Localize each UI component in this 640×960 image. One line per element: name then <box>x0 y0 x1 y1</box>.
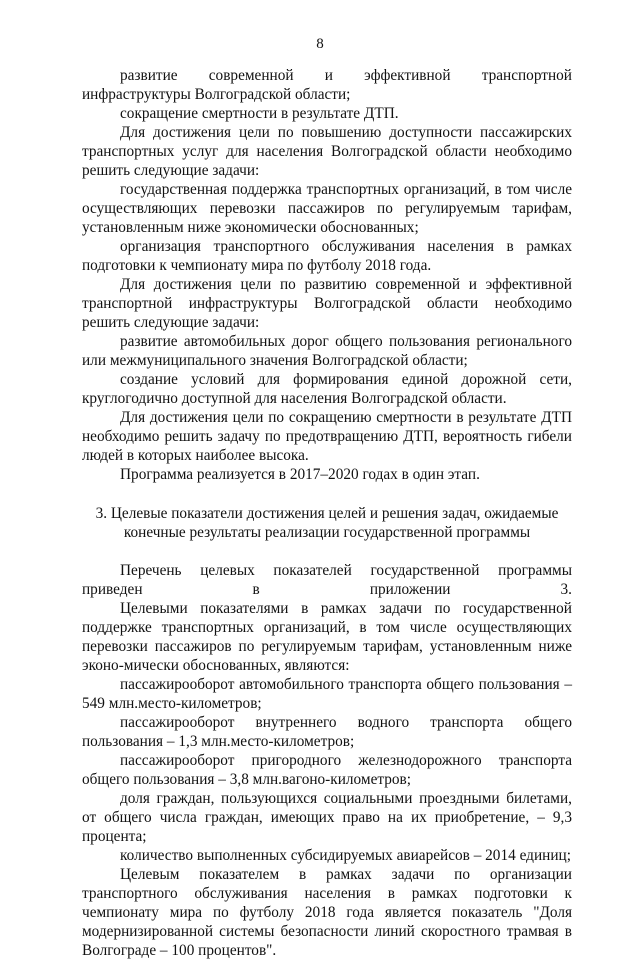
paragraph: государственная поддержка транспортных организаций, в том числе осуществляющих перевозки пассажиров по регулируемым тарифам, установленным ниже экономически обоснованных; <box>82 181 572 236</box>
section-heading <box>82 504 572 542</box>
paragraph: Перечень целевых показателей государственной программы приведен в приложении 3. <box>82 562 572 598</box>
section-heading-line-1: 3. Целевые показатели достижения целей и решения задач, ожидаемые <box>95 505 559 522</box>
paragraph: Целевым показателем в рамках задачи по организации транспортного обслуживания населения в рамках подготовки к чемпионату мира по футболу 2018 года является показатель "Доля модернизированной системы безопасности линий скоростного трамвая в Волгограде – 100 процентов". <box>82 866 572 959</box>
paragraph: развитие автомобильных дорог общего пользования регионального или межмуниципального значения Волгоградской области; <box>82 333 572 369</box>
section-heading-line-2: конечные результаты реализации государственной программы <box>123 524 531 541</box>
paragraph: развитие современной и эффективной транспортной инфраструктуры Волгоградской области; <box>82 67 572 103</box>
page-number: 8 <box>316 36 324 52</box>
paragraph: Для достижения цели по сокращению смертности в результате ДТП необходимо решить задачу по предотвращению ДТП, вероятность гибели людей в которых наиболее высока. <box>82 409 572 464</box>
paragraph: сокращение смертности в результате ДТП. <box>120 105 399 122</box>
paragraph: Программа реализуется в 2017–2020 годах в один этап. <box>120 466 480 483</box>
paragraph: Для достижения цели по развитию современной и эффективной транспортной инфраструктуры Волгоградской области необходимо решить следующие задачи: <box>82 276 572 331</box>
paragraph: Для достижения цели по повышению доступности пассажирских транспортных услуг для населения Волгоградской области необходимо решить следующие задачи: <box>82 124 572 179</box>
paragraph: создание условий для формирования единой дорожной сети, круглогодично доступной для населения Волгоградской области. <box>82 371 572 407</box>
paragraph: пассажирооборот пригородного железнодорожного транспорта общего пользования – 3,8 млн.вагоно-километров; <box>82 752 572 788</box>
document-body <box>82 66 572 960</box>
paragraph: Целевыми показателями в рамках задачи по государственной поддержке транспортных организаций, в том числе осуществляющих перевозки пассажиров по регулируемым тарифам, установленным ниже эконо-мически обоснованных, являются: <box>82 600 572 674</box>
paragraph: пассажирооборот автомобильного транспорта общего пользования – 549 млн.место-километров; <box>82 676 572 712</box>
paragraph: количество выполненных субсидируемых авиарейсов – 2014 единиц; <box>120 847 571 864</box>
paragraph: доля граждан, пользующихся социальными проездными билетами, от общего числа граждан, имеющих право на их приобретение, – 9,3 процента; <box>82 790 572 845</box>
paragraph: пассажирооборот внутреннего водного транспорта общего пользования – 1,3 млн.место-километров; <box>82 714 572 750</box>
paragraph: организация транспортного обслуживания населения в рамках подготовки к чемпионату мира по футболу 2018 года. <box>82 238 572 274</box>
